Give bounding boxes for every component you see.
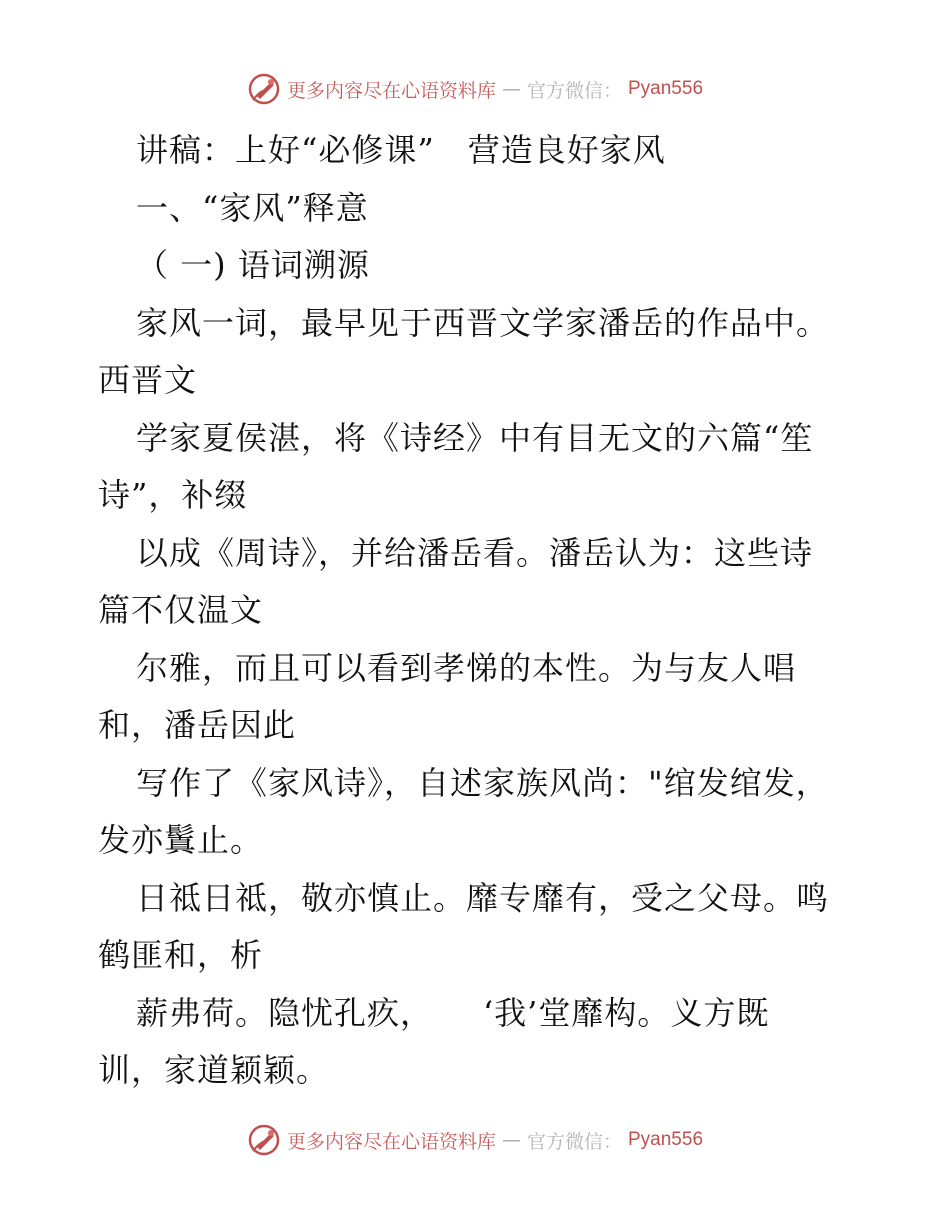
watermark-banner-bottom <box>0 1123 950 1157</box>
document-title: 讲稿：上好“必修课” 营造良好家风 <box>136 131 666 169</box>
section-heading: 一、“家风”释意 <box>136 188 369 227</box>
banner-dash: — <box>501 1129 521 1151</box>
paragraph-line: 发亦鬒止。 <box>98 821 264 859</box>
paragraph-line: 日祗日祗，敬亦慎止。靡专靡有，受之父母。鸣 <box>136 878 830 917</box>
paragraph-line: 鹤匪和，析 <box>98 936 264 974</box>
paragraph-line: 家风一词，最早见于西晋文学家潘岳的作品中。 <box>136 303 830 342</box>
logo-icon <box>247 1123 281 1157</box>
paragraph-line: 尔雅，而且可以看到孝悌的本性。为与友人唱 <box>136 648 797 687</box>
watermark-banner-top <box>0 72 950 106</box>
banner-slogan: 更多内容尽在心语资料库 <box>286 1130 496 1153</box>
banner-wechat-label: 官方微信： <box>526 79 622 102</box>
logo-icon <box>247 72 281 106</box>
banner-handle: Pyan556 <box>628 1129 704 1150</box>
document-body <box>98 122 858 1100</box>
paragraph-line: 学家夏侯湛，将《诗经》中有目无文的六篇“笙 <box>136 418 814 457</box>
paragraph-line: 以成《周诗》，并给潘岳看。潘岳认为：这些诗 <box>136 533 814 572</box>
paragraph-line: 写作了《家风诗》，自述家族风尚："绾发绾发， <box>136 763 829 802</box>
paragraph-line: 篇不仅温文 <box>98 591 264 629</box>
banner-handle: Pyan556 <box>628 78 704 99</box>
banner-slogan: 更多内容尽在心语资料库 <box>286 79 496 102</box>
banner-dash: — <box>501 78 521 100</box>
paragraph-line: 西晋文 <box>98 361 198 399</box>
paragraph-line: 薪弗荷。隐忧孔疚， ‘我’堂靡构。义方既 <box>136 993 770 1032</box>
paragraph-line: 诗”，补缀 <box>98 476 248 514</box>
subsection-heading: （ 一) 语词溯源 <box>136 246 370 284</box>
paragraph-line: 训，家道颖颖。 <box>98 1051 330 1089</box>
banner-wechat-label: 官方微信： <box>526 1130 622 1153</box>
paragraph-line: 和，潘岳因此 <box>98 706 297 744</box>
